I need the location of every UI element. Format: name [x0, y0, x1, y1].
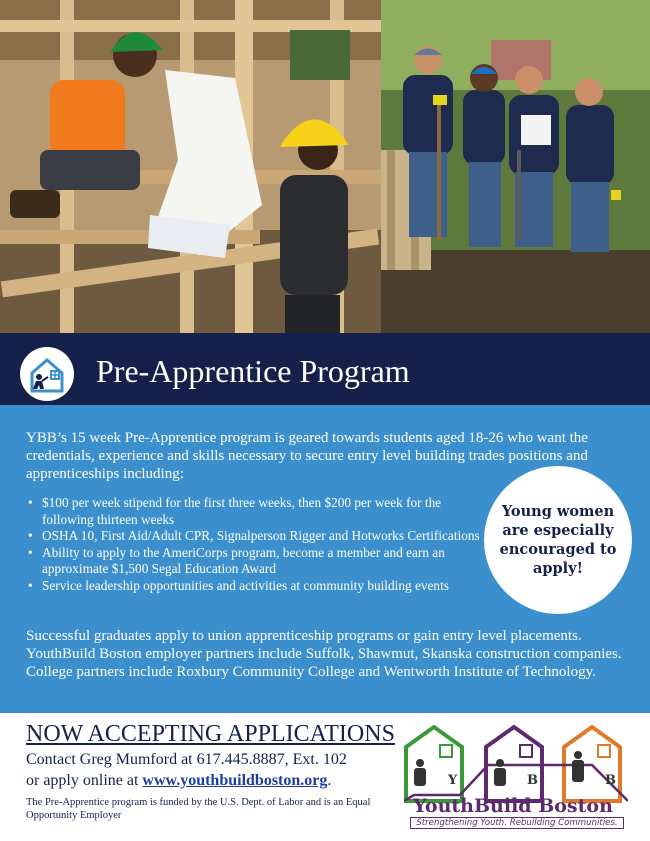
website-link[interactable]: www.youthbuildboston.org	[142, 772, 328, 789]
logo-tagline: Strengthening Youth. Rebuilding Communities.	[410, 817, 624, 829]
page-title: Pre-Apprentice Program	[96, 353, 410, 389]
header-photos	[0, 0, 650, 333]
ybb-house-logo-icon	[20, 347, 74, 401]
logo-letter-y: Y	[448, 773, 458, 788]
list-item: • Service leadership opportunities and activities at community building events	[26, 578, 496, 595]
logo-letter-b1: B	[527, 773, 538, 788]
program-banner	[0, 333, 650, 405]
benefits-list	[26, 495, 496, 594]
partners-paragraph: Successful graduates apply to union apprenticeship programs or gain entry level placements. YouthBuild Boston employer partners include Suffolk, Shawmut, Skanska construction companies. College partners include Roxbury Community College and Wentworth Institute of Technology.	[26, 628, 622, 680]
team-with-tools-photo	[381, 0, 650, 333]
intro-paragraph: YBB’s 15 week Pre-Apprentice program is geared towards students aged 18-26 who want the credentials, experience and skills necessary to secure entry level building trades positions and apprenticeships including:	[26, 430, 588, 482]
apply-suffix: .	[327, 772, 332, 789]
accepting-heading: NOW ACCEPTING APPLICATIONS	[26, 721, 395, 747]
funding-notice: The Pre-Apprentice program is funded by the U.S. Dept. of Labor and is an Equal Opportunity Employer	[26, 797, 371, 821]
apply-prefix: or apply online at	[26, 772, 143, 789]
list-item: • Ability to apply to the AmeriCorps program, become a member and earn an approximate $1,500 Segal Education Award	[26, 545, 496, 578]
contact-info	[26, 749, 396, 791]
women-encouraged-callout	[484, 466, 632, 614]
list-item: • $100 per week stipend for the first three weeks, then $200 per week for the following thirteen weeks	[26, 495, 496, 528]
logo-name: YouthBuild Boston	[413, 795, 613, 817]
list-item: • OSHA 10, First Aid/Adult CPR, Signalperson Rigger and Hotworks Certifications	[26, 528, 496, 545]
contact-line: Contact Greg Mumford at 617.445.8887, Ext. 102	[26, 751, 347, 768]
logo-letter-b2: B	[605, 773, 616, 788]
footer	[0, 713, 650, 841]
construction-workers-photo	[0, 0, 381, 333]
callout-text: Young women are especially encouraged to apply!	[499, 503, 617, 577]
